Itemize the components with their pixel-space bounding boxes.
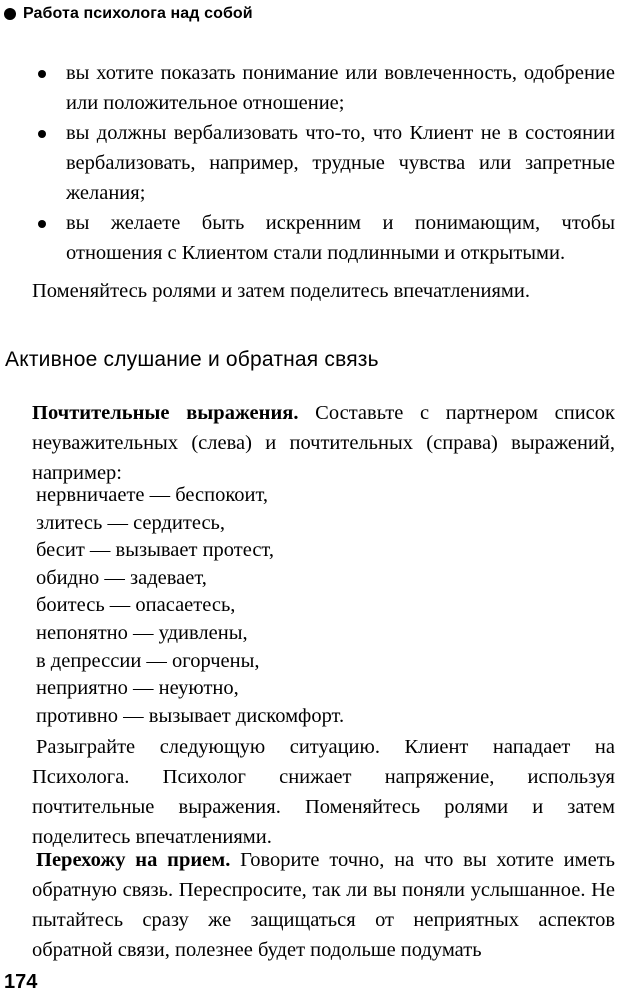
list-item: в депрессии — огорчены, xyxy=(36,649,260,672)
page-number: 174 xyxy=(4,971,38,993)
respectful-expressions-text: Составьте с партнером список неуважительных (слева) и почтительных (справа) выражений, например: xyxy=(32,402,615,484)
swap-roles-paragraph: Поменяйтесь ролями и затем поделитесь впечатлениями. xyxy=(32,280,530,302)
list-item: непонятно — удивлены, xyxy=(36,621,248,644)
bullet-mark xyxy=(38,220,46,228)
bullet-text: вы хотите показать понимание или вовлеченность, одобрение или положительное отношение; xyxy=(66,62,615,114)
bullet-text: вы должны вербализовать что-то, что Клиент не в состоянии вербализовать, например, трудные чувства или запретные желания; xyxy=(66,122,615,204)
bullet-text: вы желаете быть искренним и понимающим, чтобы отношения с Клиентом стали подлинными и открытыми. xyxy=(66,212,615,264)
running-head xyxy=(4,4,253,24)
respectful-expressions-lead: Почтительные выражения. xyxy=(32,402,299,424)
list-item: неприятно — неуютно, xyxy=(36,677,239,700)
list-item: злитесь — сердитесь, xyxy=(36,511,226,534)
list-item xyxy=(32,208,615,268)
bullet-mark xyxy=(38,130,46,138)
list-item: обидно — задевает, xyxy=(36,566,207,589)
running-head-bullet xyxy=(4,8,16,20)
respectful-expressions-paragraph xyxy=(32,398,615,488)
section-heading: Активное слушание и обратная связь xyxy=(5,348,379,371)
list-item: противно — вызывает дискомфорт. xyxy=(36,704,345,727)
list-item: нервничаете — беспокоит, xyxy=(36,484,269,506)
play-situation-paragraph: Разыграйте следующую ситуацию. Клиент нападает на Психолога. Психолог снижает напряжение, используя почтительные выражения. Поменяйтесь ролями и затем поделитесь впечатлениями. xyxy=(32,736,615,848)
list-item xyxy=(32,118,615,208)
bullet-mark xyxy=(38,70,46,78)
bullet-list xyxy=(32,58,615,268)
expression-pairs-list xyxy=(36,482,344,730)
feedback-lead: Перехожу на прием. xyxy=(36,849,231,871)
list-item: бесит — вызывает протест, xyxy=(36,539,274,562)
list-item: боитесь — опасаетесь, xyxy=(36,594,236,617)
feedback-paragraph xyxy=(32,845,615,965)
list-item xyxy=(32,58,615,118)
running-head-title: Работа психолога над собой xyxy=(23,5,253,22)
feedback-text: Говорите точно, на что вы хотите иметь обратную связь. Переспросите, так ли вы поняли услышанное. Не пытайтесь сразу же защищаться от неприятных аспектов обратной связи, полезнее будет подольше подумать xyxy=(32,849,615,961)
